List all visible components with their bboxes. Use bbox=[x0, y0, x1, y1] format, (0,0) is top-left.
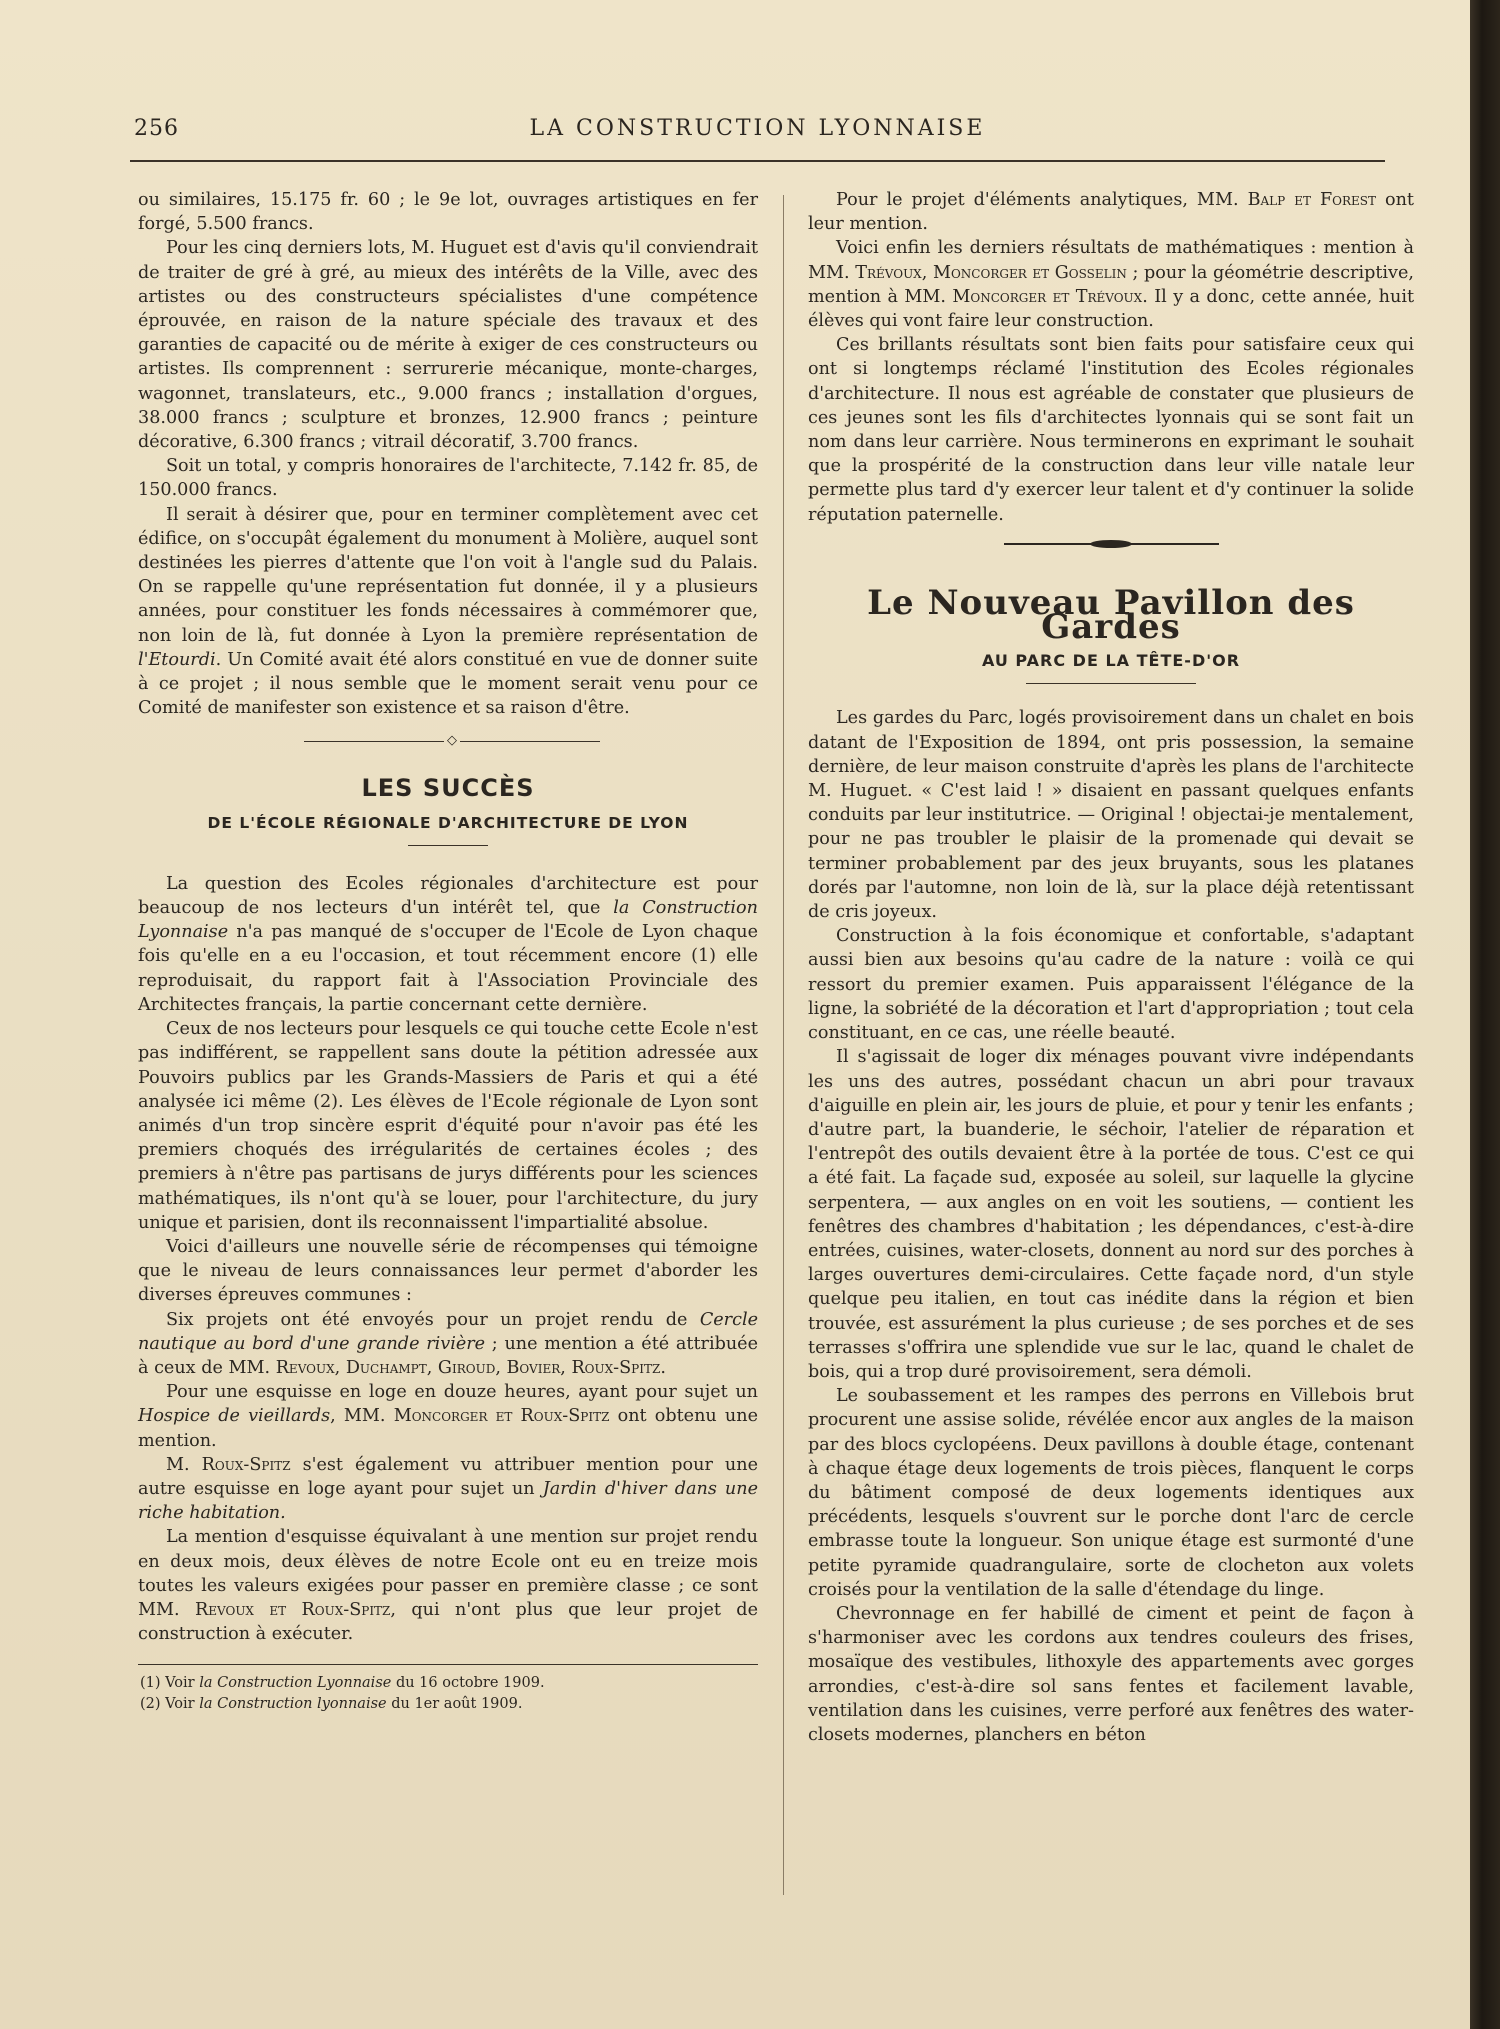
text-run: . Un Comité avait été alors constitué en vue de donner suite à ce projet ; il nous semble que le moment serait venu pour ce Comité de manifester son existence et sa raison d'être. bbox=[138, 649, 758, 719]
text-run: n'a pas manqué de s'occuper de l'Ecole de Lyon chaque fois qu'elle en a eu l'occasion, et tout récemment encore (1) elle reproduisait, du rapport fait à l'Association Provinciale des Architectes français, la partie concernant cette dernière. bbox=[138, 922, 758, 1015]
text-run: Pour le projet d'éléments analytiques, MM. bbox=[836, 190, 1248, 210]
article-title: Le Nouveau Pavillon des Gardes bbox=[867, 582, 1355, 648]
section-subtitle: DE L'ÉCOLE RÉGIONALE D'ARCHITECTURE DE LYON bbox=[207, 813, 689, 832]
text-run: , MM. bbox=[330, 1406, 394, 1427]
paragraph: Pour les cinq derniers lots, M. Huguet est d'avis qu'il conviendrait de traiter de gré à gré, au mieux des intérêts de la Ville, avec des artistes ou des constructeurs spécialistes d'une compétence éprouvée, en raison de la nature spéciale des travaux et des garanties de capacité ou de mérite à exiger de ces constructeurs ou artistes. Ils comprennent : serrurerie mécanique, monte-charges, wagonnet, translateurs, etc., 9.000 francs ; installation d'orgues, 38.000 francs ; sculpture et bronzes, 12.900 francs ; peinture décorative, 6.300 francs ; vitrail décoratif, 3.700 francs. bbox=[138, 238, 759, 453]
text-run: ; pour la géométrie descriptive, mention à MM. bbox=[808, 262, 1414, 307]
text-run: ont leur mention. bbox=[808, 190, 1415, 235]
text-run: s'est également vu attribuer mention pour une autre esquisse en loge ayant pour sujet un bbox=[138, 1454, 758, 1499]
left-column bbox=[138, 188, 758, 1715]
footnote-rule bbox=[138, 1664, 758, 1665]
paragraph: Chevronnage en fer habillé de ciment et peint de façon à s'harmoniser avec les cordons aux tendres couleurs des frises, mosaïque des vestibules, lithoxyle des appartements avec gorges arrondies, c'est-à-dire sol sans fentes et facilement lavable, ventilation dans les cuisines, verre perforé aux fenêtres des water-closets modernes, planchers en béton bbox=[808, 1603, 1414, 1745]
text-run: du 16 octobre 1909. bbox=[391, 1675, 545, 1692]
italic-run: Jardin d'hiver dans une riche habitation. bbox=[138, 1478, 758, 1524]
text-run: Six projets ont été envoyés pour un projet rendu de bbox=[166, 1309, 700, 1330]
names-run: Revoux, Duchampt, Giroud, Bovier, Roux-Spitz. bbox=[275, 1357, 666, 1378]
paragraph bbox=[138, 1380, 758, 1453]
paragraph: Soit un total, y compris honoraires de l'architecte, 7.142 fr. 85, de 150.000 francs. bbox=[138, 456, 758, 501]
paragraph bbox=[138, 503, 758, 721]
paragraph: Ces brillants résultats sont bien faits pour satisfaire ceux qui ont si longtemps réclamé l'institution des Ecoles régionales d'architecture. Il nous est agréable de constater que plusieurs de ces jeunes sont les fils d'architectes lyonnais qui se sont fait un nom dans leur carrière. Nous terminerons en exprimant le souhait que la prospérité de la construction dans leur ville natale leur permette plus tard d'y exercer leur talent et d'y continuer la solide réputation paternelle. bbox=[808, 335, 1414, 525]
italic-run: la Construction lyonnaise bbox=[199, 1696, 387, 1713]
text-run: , qui n'ont plus que leur projet de construction à exécuter. bbox=[138, 1599, 758, 1645]
paragraph bbox=[138, 872, 758, 1017]
article-subtitle: AU PARC DE LA TÊTE-D'OR bbox=[981, 651, 1241, 671]
paragraph: Voici d'ailleurs une nouvelle série de récompenses qui témoigne que le niveau de leurs connaissances leur permet d'aborder les diverses épreuves communes : bbox=[138, 1236, 758, 1306]
column-rule bbox=[783, 195, 784, 1895]
paragraph: Les gardes du Parc, logés provisoirement dans un chalet en bois datant de l'Exposition de 1894, ont pris possession, la semaine dernière, de leur maison construite d'après les plans de l'architecte M. Huguet. « C'est laid ! » disaient en passant quelques enfants conduits par leur institutrice. — Original ! objectai-je mentalement, pour ne pas troubler le plaisir de la promenade qui devait se terminer probablement par des jeux bruyants, sous les platanes dorés par l'automne, non loin de là, sur la place déjà retentissant de cris joyeux. bbox=[808, 708, 1414, 923]
names-run: Trévoux, Moncorger et Gosselin bbox=[855, 262, 1127, 283]
diamond-icon: ◇ bbox=[447, 733, 457, 749]
page-header bbox=[130, 112, 1385, 152]
paragraph: Il s'agissait de loger dix ménages pouvant vivre indépendants les uns des autres, possédant chacun un abri pour travaux d'aiguille en plein air, les jours de pluie, et pour y tenir les enfants ; d'autre part, la buanderie, le séchoir, l'atelier de réparation et l'entrepôt des outils devaient être à la portée de tous. C'est ce qui a été fait. La façade sud, exposée au soleil, sur laquelle la glycine serpentera, — aux angles on en voit les soutiens, — contient les fenêtres des chambres d'habitation ; les dépendances, c'est-à-dire entrées, cuisines, water-closets, donnent au nord sur des porches à larges ouvertures demi-circulaires. Cette façade nord, d'un style quelque peu italien, en tout cas inédite dans la région et bien trouvée, est assurément la plus curieuse ; de ses porches et de ses terrasses s'offrira une splendide vue sur le lac, quand le chalet de bois, qui a trop duré provisoirement, sera démoli. bbox=[808, 1047, 1414, 1382]
text-run: du 1er août 1909. bbox=[386, 1696, 523, 1713]
italic-run: Hospice de vieillards bbox=[138, 1406, 331, 1427]
paragraph bbox=[138, 1525, 758, 1646]
paragraph bbox=[138, 1453, 758, 1526]
running-title: LA CONSTRUCTION LYONNAISE bbox=[529, 116, 986, 141]
footnote bbox=[138, 1673, 758, 1694]
paragraph: Construction à la fois économique et confortable, s'adaptant aussi bien aux besoins qu'au cadre de la nature : voilà ce qui ressort du premier examen. Puis apparaissent l'élégance de la ligne, la sobriété de la décoration et l'art d'appropriation ; tout cela constituant, en ce cas, une réelle beauté. bbox=[808, 926, 1414, 1044]
fancy-divider bbox=[1004, 543, 1219, 545]
paragraph: Le soubassement et les rampes des perrons en Villebois brut procurent une assise solide, révélée encor aux angles de la maison par des blocs cyclopéens. Deux pavillons à double étage, contenant à chaque étage deux logements de trois pièces, flanquent le corps du bâtiment composé de deux logements identiques aux précédents, lesquels s'ouvrent sur le porche dont l'arc de cercle embrasse toute la longueur. Son unique étage est surmonté d'une petite pyramide quadrangulaire, sorte de clocheton aux volets croisés pour la ventilation de la salle d'étendage du linge. bbox=[808, 1386, 1414, 1600]
paragraph bbox=[808, 236, 1414, 333]
text-run: (1) Voir bbox=[140, 1675, 200, 1692]
names-run: Revoux et Roux-Spitz bbox=[195, 1599, 391, 1620]
header-rule bbox=[130, 160, 1385, 162]
book-spine bbox=[1470, 0, 1500, 2029]
italic-run: l'Etourdi bbox=[138, 649, 216, 670]
text-run: La mention d'esquisse équivalant à une mention sur projet rendu en deux mois, deux élèves de notre Ecole ont eu en treize mois toutes les valeurs exigées pour passer en première classe ; ce sont MM. bbox=[138, 1527, 758, 1620]
short-rule bbox=[1026, 683, 1196, 684]
text-run: Il y a donc, cette année, huit élèves qui vont faire leur construction. bbox=[808, 286, 1415, 332]
italic-run: Cercle nautique au bord d'une grande rivière bbox=[138, 1309, 758, 1354]
names-run: Roux-Spitz bbox=[201, 1454, 291, 1475]
divider-line bbox=[460, 741, 600, 742]
text-run: ; une mention a été attribuée à ceux de MM. bbox=[138, 1333, 758, 1378]
text-run: Pour une esquisse en loge en douze heures, ayant pour sujet un bbox=[166, 1382, 758, 1403]
names-run: Moncorger et Trévoux. bbox=[952, 286, 1148, 307]
divider-line bbox=[304, 741, 444, 742]
paragraph bbox=[808, 188, 1414, 236]
text-run: (2) Voir bbox=[140, 1696, 200, 1713]
page-number: 256 bbox=[134, 116, 179, 141]
names-run: Balp et Forest bbox=[1247, 190, 1377, 210]
paragraph: Ceux de nos lecteurs pour lesquels ce qui touche cette Ecole n'est pas indifférent, se rappellent sans doute la pétition adressée aux Pouvoirs publics par les Grands-Massiers de Paris et qui a été analysée ici même (2). Les élèves de l'Ecole régionale de Lyon sont animés d'un trop sincère esprit d'équité pour n'avoir pas été les premiers choqués des irrégularités de certaines écoles ; des premiers à n'être pas partisans de jurys différents pour les sciences mathématiques, ils n'ont qu'à se louer, pour l'architecture, du jury unique et parisien, dont ils reconnaissent l'impartialité absolue. bbox=[138, 1019, 758, 1233]
right-column bbox=[808, 188, 1414, 1747]
paragraph: ou similaires, 15.175 fr. 60 ; le 9e lot, ouvrages artistiques en fer forgé, 5.500 francs. bbox=[138, 190, 758, 235]
text-run: ont obtenu une mention. bbox=[138, 1406, 758, 1451]
italic-run: la Construction Lyonnaise bbox=[199, 1675, 392, 1692]
text-run: M. bbox=[166, 1454, 202, 1475]
names-run: Moncorger et Roux-Spitz bbox=[393, 1406, 610, 1427]
ornament-divider bbox=[138, 732, 758, 752]
short-rule bbox=[408, 845, 488, 846]
text-run: Il serait à désirer que, pour en terminer complètement avec cet édifice, on s'occupât également du monument à Molière, auquel sont destinées les pierres d'attente que l'on voit à l'angle sud du Palais. On se rappelle qu'une représentation fut donnée, il y a plusieurs années, pour constituer les fonds nécessaires à commémorer que, non loin de là, fut donnée à Lyon la première représentation de bbox=[138, 504, 758, 646]
italic-run: la Construction Lyonnaise bbox=[138, 898, 758, 943]
section-title: LES SUCCÈS bbox=[361, 774, 535, 803]
text-run: La question des Ecoles régionales d'architecture est pour beaucoup de nos lecteurs d'un intérêt tel, que bbox=[138, 873, 758, 919]
paragraph bbox=[138, 1308, 758, 1381]
text-run: Voici enfin les derniers résultats de mathématiques : mention à MM. bbox=[808, 238, 1414, 283]
footnote bbox=[138, 1694, 758, 1715]
